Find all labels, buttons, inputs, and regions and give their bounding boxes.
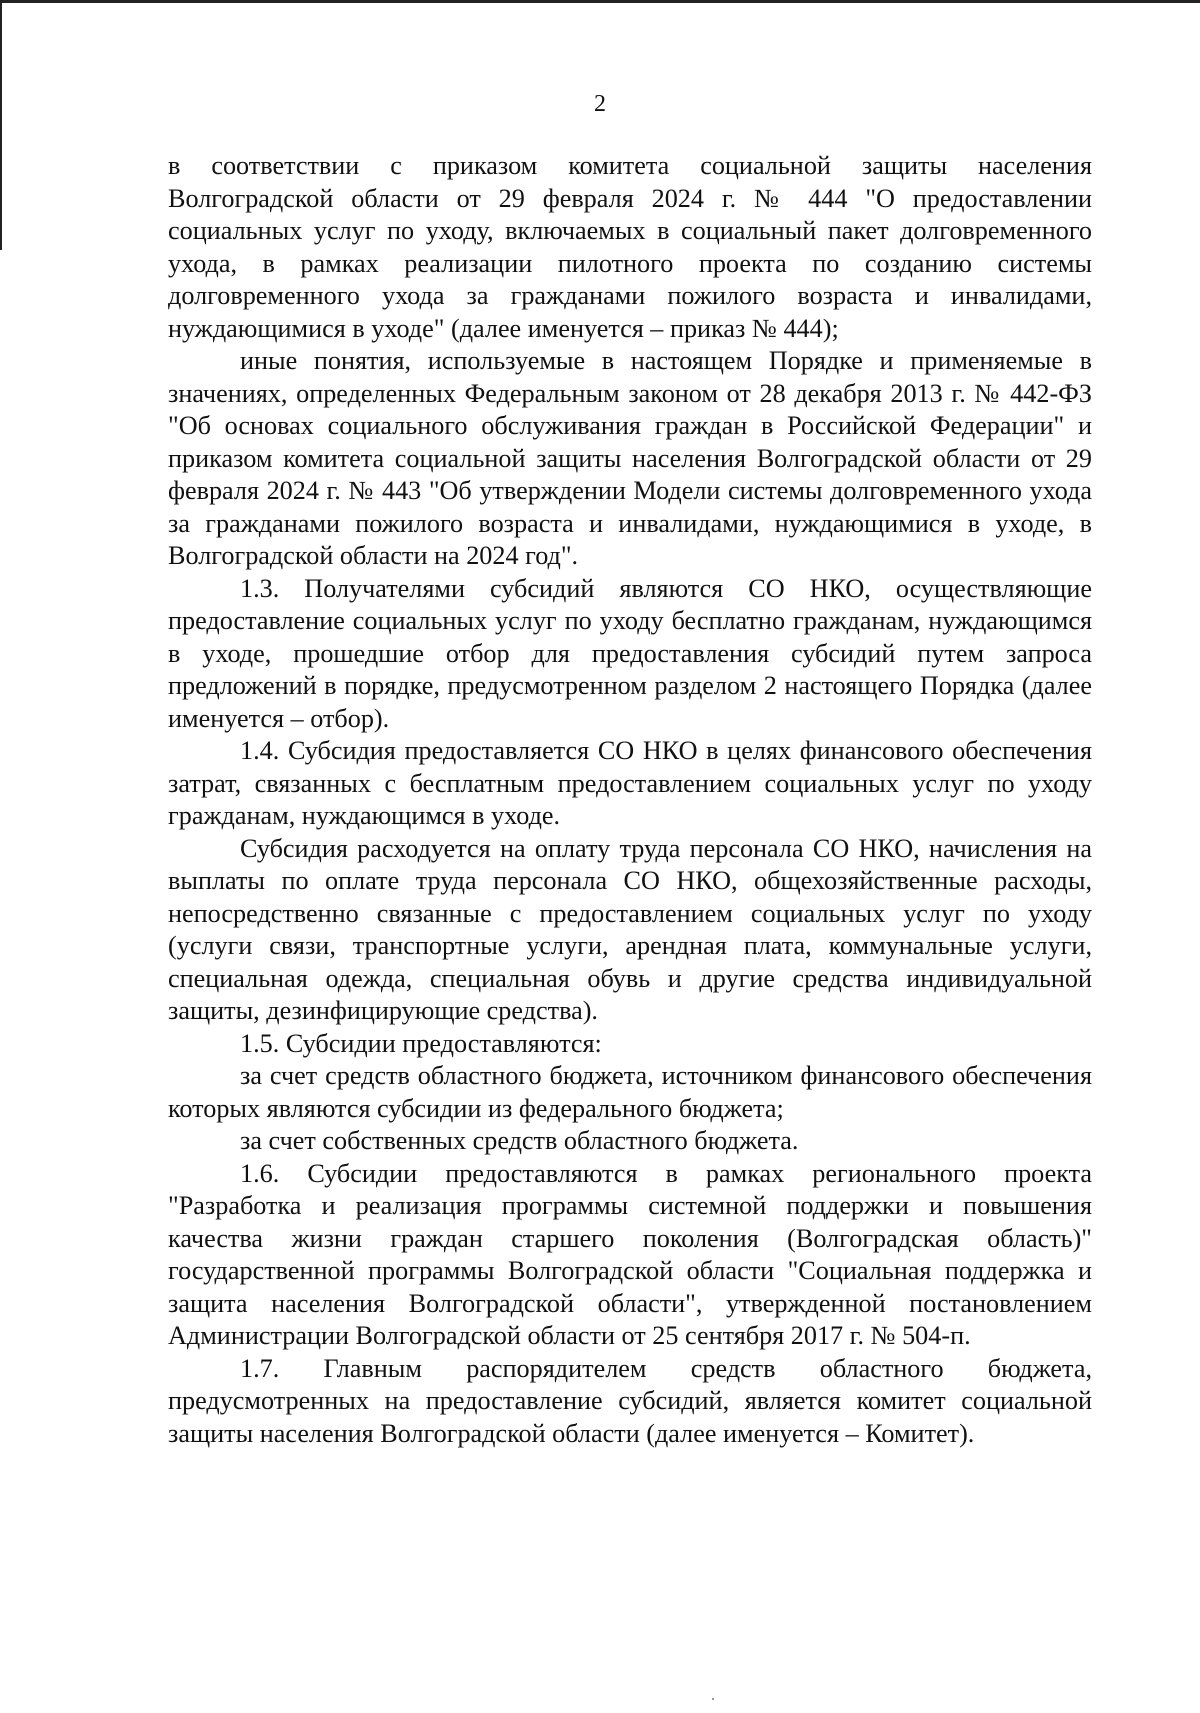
paragraph-1-6-project: 1.6. Субсидии предоставляются в рамках регионального проекта "Разработка и реализация программы системной поддержки и повышения качества жизни граждан старшего поколения (Волгоградская область)" государственной программы Волгоградской области "Социальная поддержка и защита населения Волгоградской области", утвержденной постановлением Администрации Волгоградской области от 25 сентября 2017 г. № 504-п. <box>168 1158 1092 1350</box>
paragraph-federal-source: за счет средств областного бюджета, источником финансового обеспечения которых являются субсидии из федерального бюджета; <box>168 1061 1092 1123</box>
paragraph-1-3-recipients: 1.3. Получателями субсидий являются СО НКО, осуществляющие предоставление социальных услуг по уходу бесплатно гражданам, нуждающимся в уходе, прошедшие отбор для предоставления субсидий путем запроса предложений в порядке, предусмотренном разделом 2 настоящего Порядка (далее именуется – отбор). <box>168 573 1092 733</box>
paragraph-1-5-sources: 1.5. Субсидии предоставляются: <box>240 1028 602 1058</box>
scan-speck <box>712 1698 714 1700</box>
paragraph-1-4-purpose: 1.4. Субсидия предоставляется СО НКО в целях финансового обеспечения затрат, связанных с бесплатным предоставлением социальных услуг по уходу гражданам, нуждающимся в уходе. <box>168 736 1092 830</box>
paragraph-own-source: за счет собственных средств областного бюджета. <box>240 1126 799 1155</box>
scan-edge-top <box>0 0 1200 3</box>
page-number: 2 <box>594 91 606 117</box>
paragraph-subsidy-spending: Субсидия расходуется на оплату труда персонала СО НКО, начисления на выплаты по оплате труда персонала СО НКО, общехозяйственные расходы, непосредственно связанные с предоставлением социальных услуг по уходу (услуги связи, транспортные услуги, арендная плата, коммунальные услуги, специальная одежда, специальная обувь и другие средства индивидуальной защиты, дезинфицирующие средства). <box>168 833 1092 1025</box>
document-body <box>168 150 1092 1450</box>
paragraph-other-terms: иные понятия, используемые в настоящем Порядке и применяемые в значениях, определенных Федеральным законом от 28 декабря 2013 г. № 442-ФЗ "Об основах социального обслуживания граждан в Российской Федерации" и приказом комитета социальной защиты населения Волгоградской области от 29 февраля 2024 г. № 443 "Об утверждении Модели системы долговременного ухода за гражданами пожилого возраста и инвалидами, нуждающимися в уходе, в Волгоградской области на 2024 год". <box>168 346 1092 570</box>
paragraph-1-7-manager: 1.7. Главным распорядителем средств областного бюджета, предусмотренных на предоставление субсидий, является комитет социальной защиты населения Волгоградской области (далее именуется – Комитет). <box>168 1353 1092 1448</box>
paragraph-order-444-continuation: в соответствии с приказом комитета социальной защиты населения Волгоградской области от 29 февраля 2024 г. № 444 "О предоставлении социальных услуг по уходу, включаемых в социальный пакет долговременного ухода, в рамках реализации пилотного проекта по созданию системы долговременного ухода за гражданами пожилого возраста и инвалидами, нуждающимися в уходе" (далее именуется – приказ № 444); <box>168 151 1092 343</box>
scan-edge-left <box>0 0 2 250</box>
